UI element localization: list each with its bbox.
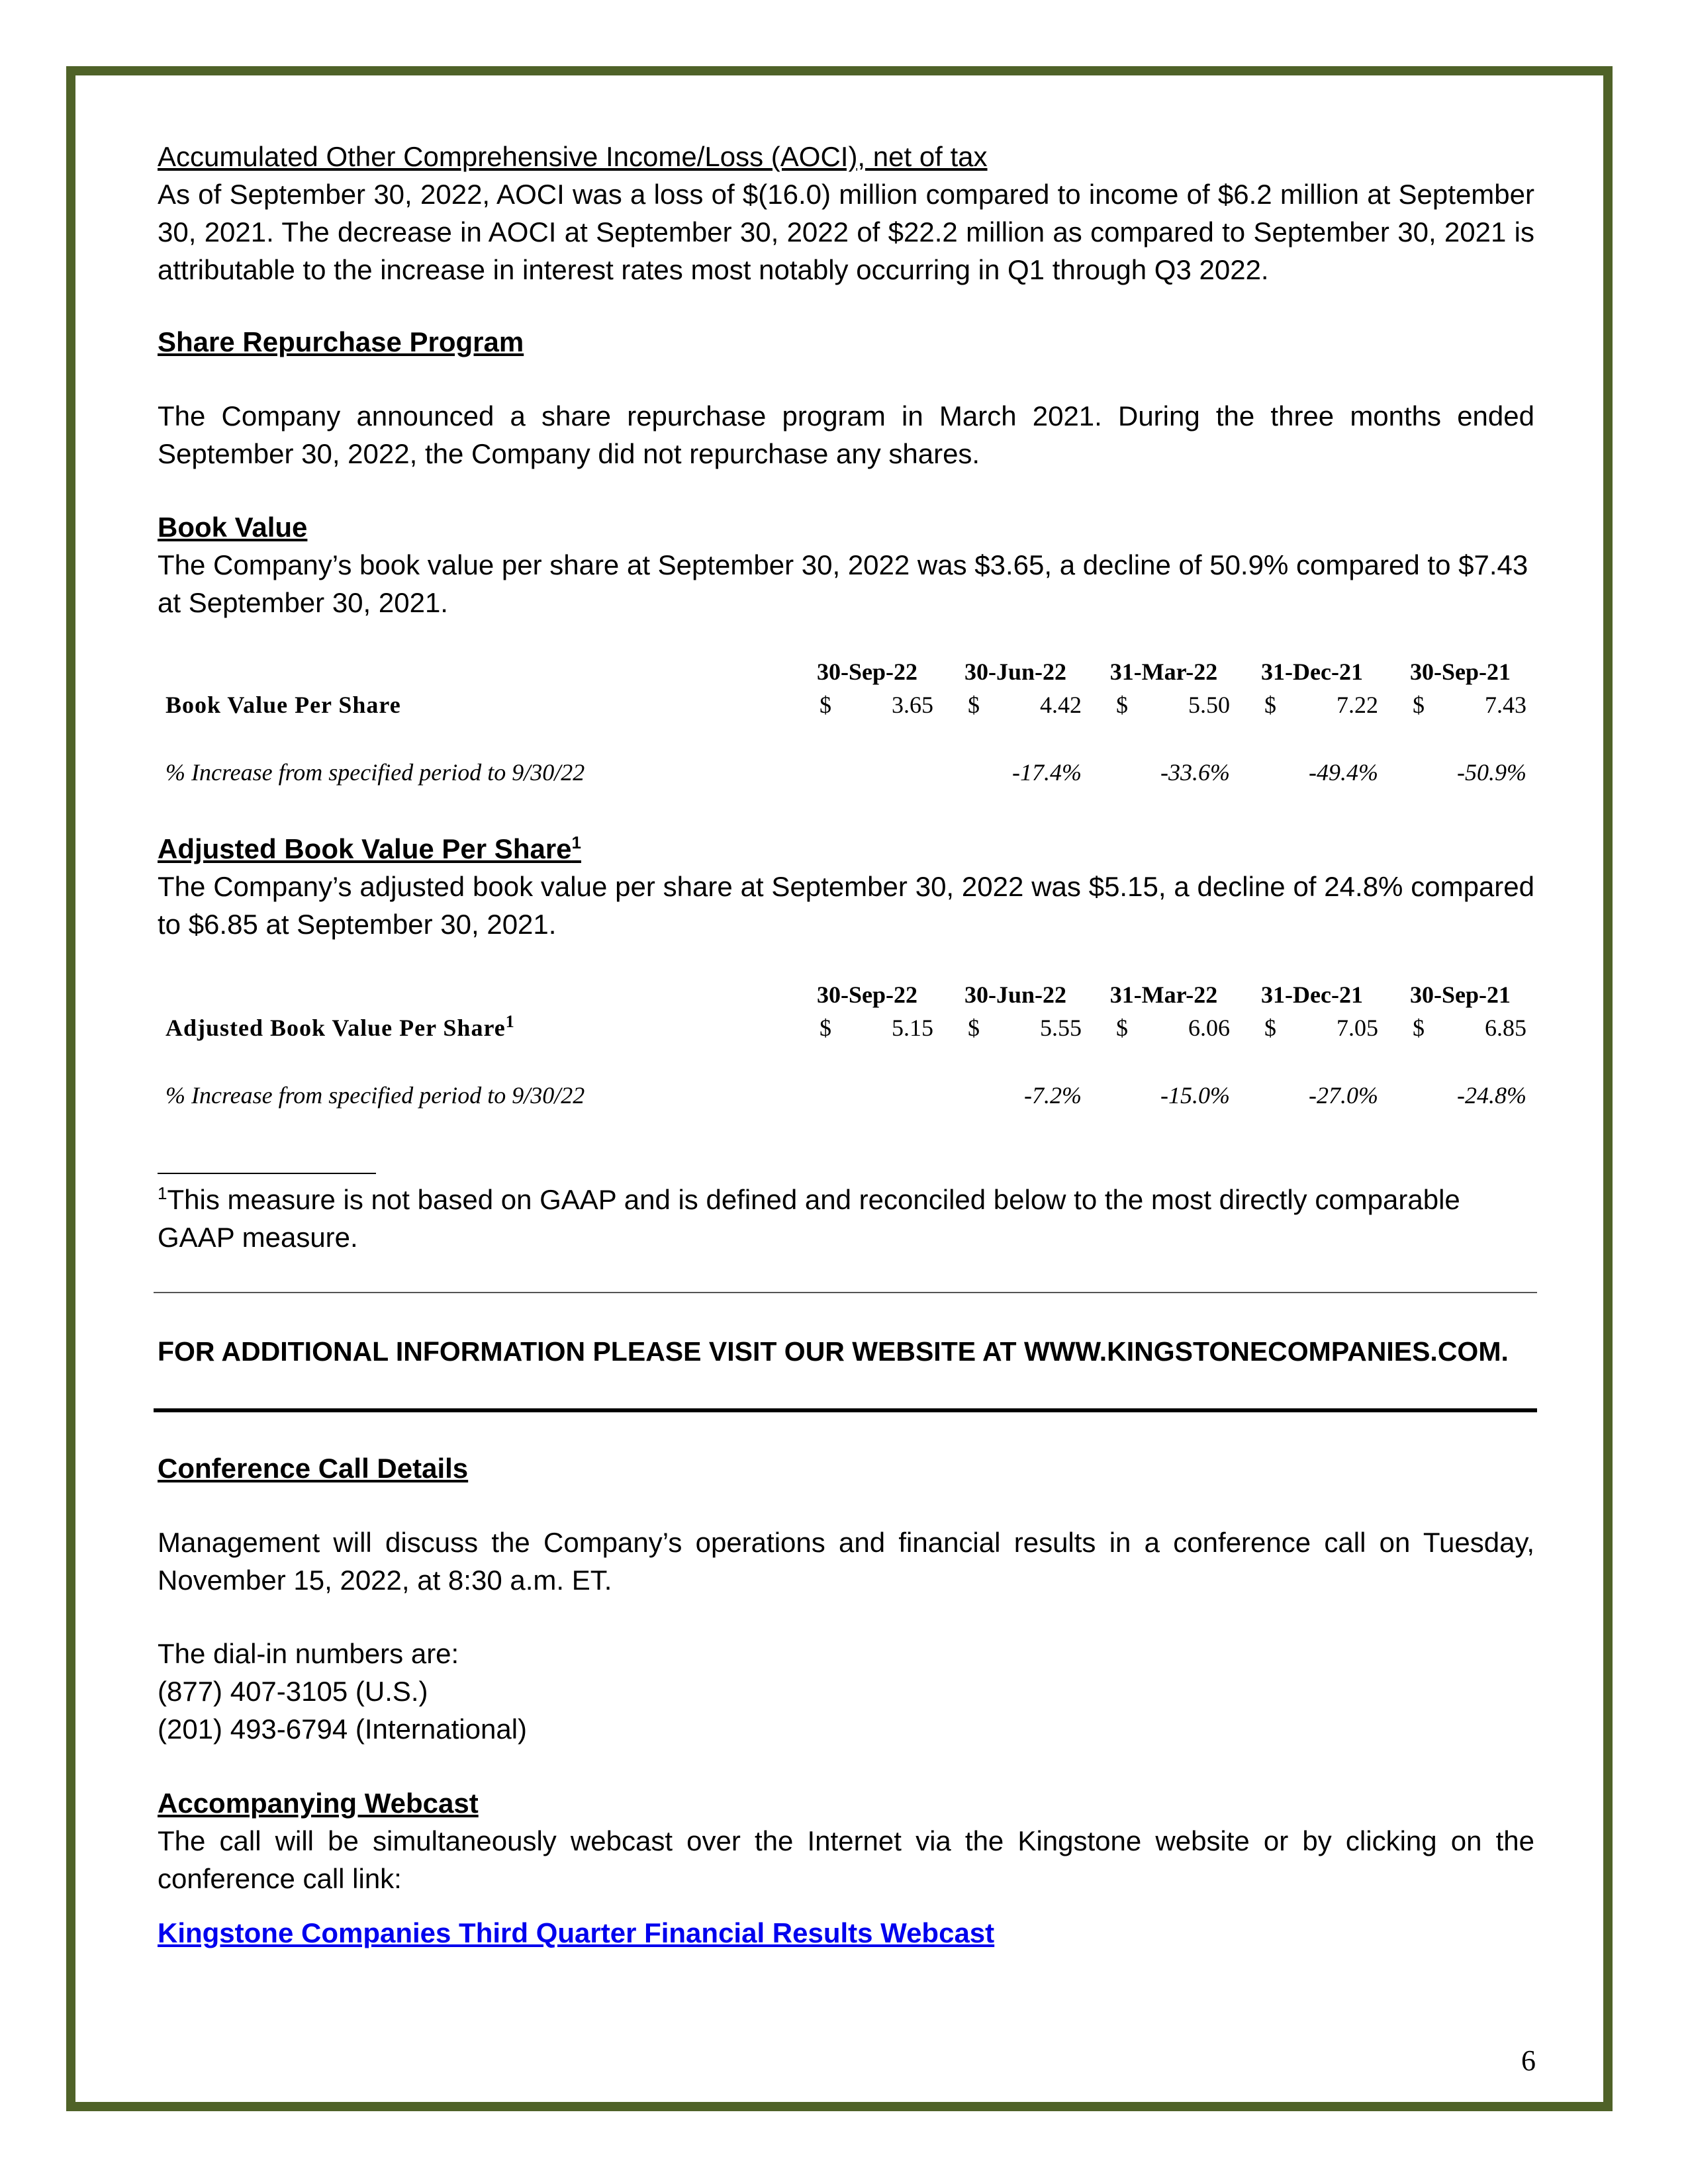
pct-cell (793, 756, 941, 789)
value: 5.15 (892, 1015, 933, 1041)
currency-sign: $ (968, 692, 980, 718)
divider (154, 1292, 1537, 1293)
row-label-text: Adjusted Book Value Per Share (165, 1015, 506, 1041)
value: 6.85 (1485, 1015, 1526, 1041)
period-header: 31-Dec-21 (1261, 981, 1363, 1008)
book-value-section (158, 508, 1534, 621)
value-cell (1090, 1011, 1238, 1044)
currency-sign: $ (968, 1015, 980, 1041)
footnote-text (158, 1181, 1534, 1256)
currency-sign: $ (1264, 1015, 1276, 1041)
footnote-marker: 1 (158, 1183, 167, 1203)
period-header: 31-Mar-22 (1109, 659, 1218, 685)
value: 5.55 (1040, 1015, 1082, 1041)
value-cell (1238, 688, 1386, 721)
row-label (158, 1011, 793, 1044)
period-header: 30-Sep-22 (817, 981, 917, 1008)
value-cell (1090, 688, 1238, 721)
adj-book-value-table (158, 978, 1534, 1112)
value: 7.43 (1485, 692, 1526, 718)
footnote-body: This measure is not based on GAAP and is defined and reconciled below to the most directly comparable GAAP measure. (158, 1184, 1460, 1253)
value: 7.05 (1336, 1015, 1378, 1041)
conference-body-block (158, 1524, 1534, 1599)
adj-pct-row (158, 1079, 1534, 1112)
period-header: 30-Jun-22 (964, 659, 1067, 685)
repurchase-section (158, 323, 1534, 361)
adj-book-value-heading (158, 830, 1534, 868)
book-value-row (158, 688, 1534, 721)
period-header: 30-Sep-21 (1410, 659, 1511, 685)
currency-sign: $ (820, 692, 831, 718)
value: 4.42 (1040, 692, 1082, 718)
aoci-section (158, 138, 1534, 289)
value-cell (941, 688, 1090, 721)
adj-book-value-section (158, 830, 1534, 943)
value-cell (793, 1011, 941, 1044)
page-number: 6 (1521, 2044, 1536, 2077)
pct-cell: -49.4% (1309, 759, 1378, 786)
pct-label: % Increase from specified period to 9/30/22 (165, 1082, 585, 1109)
dial-in-us: (877) 407-3105 (U.S.) (158, 1676, 428, 1707)
adj-book-value-body: The Company’s adjusted book value per share at September 30, 2022 was $5.15, a decline of 24.8% compared to $6.85 at September 30, 2021. (158, 871, 1534, 940)
book-value-table (158, 655, 1534, 789)
book-value-body: The Company’s book value per share at September 30, 2022 was $3.65, a decline of 50.9% compared to $7.43 at September 30, 2021. (158, 549, 1528, 618)
adj-header-row (158, 978, 1534, 1011)
website-notice: FOR ADDITIONAL INFORMATION PLEASE VISIT OUR WEBSITE AT WWW.KINGSTONECOMPANIES.COM. (158, 1336, 1509, 1367)
currency-sign: $ (1413, 692, 1425, 718)
period-header: 30-Sep-22 (817, 659, 917, 685)
currency-sign: $ (1264, 692, 1276, 718)
footnote (158, 1181, 1534, 1256)
currency-sign: $ (1116, 692, 1128, 718)
webcast-section (158, 1784, 1534, 1897)
currency-sign: $ (820, 1015, 831, 1041)
footnote-ref: 1 (505, 1012, 515, 1031)
period-header: 31-Mar-22 (1109, 981, 1218, 1008)
value-cell (1386, 688, 1534, 721)
pct-cell: -24.8% (1457, 1082, 1526, 1109)
pct-cell: -50.9% (1457, 759, 1526, 786)
book-value-header-row (158, 655, 1534, 688)
period-header: 30-Sep-21 (1410, 981, 1511, 1008)
webcast-heading: Accompanying Webcast (158, 1788, 479, 1819)
pct-cell: -27.0% (1309, 1082, 1378, 1109)
footnote-separator (158, 1173, 376, 1174)
conference-section (158, 1449, 1534, 1487)
adj-book-value-row (158, 1011, 1534, 1044)
website-notice-block (158, 1333, 1534, 1371)
value-cell (793, 688, 941, 721)
pct-cell (793, 1079, 941, 1112)
webcast-body: The call will be simultaneously webcast over the Internet via the Kingstone website or by clicking on the conference call link: (158, 1825, 1534, 1894)
currency-sign: $ (1413, 1015, 1425, 1041)
dial-in-block (158, 1635, 1534, 1748)
conference-heading: Conference Call Details (158, 1453, 469, 1484)
webcast-link-block (158, 1914, 1534, 1952)
pct-cell: -33.6% (1160, 759, 1230, 786)
book-value-heading: Book Value (158, 512, 308, 543)
value: 5.50 (1188, 692, 1230, 718)
book-value-pct-row (158, 756, 1534, 789)
value-cell (941, 1011, 1090, 1044)
value-cell (1238, 1011, 1386, 1044)
footnote-ref: 1 (571, 833, 581, 852)
divider-thick (154, 1408, 1537, 1412)
repurchase-body-block (158, 397, 1534, 473)
currency-sign: $ (1116, 1015, 1128, 1041)
value: 3.65 (892, 692, 933, 718)
period-header: 30-Jun-22 (964, 981, 1067, 1008)
adj-heading-text: Adjusted Book Value Per Share (158, 833, 572, 864)
conference-body: Management will discuss the Company’s operations and financial results in a conference call on Tuesday, November 15, 2022, at 8:30 a.m. ET. (158, 1527, 1534, 1596)
pct-cell: -17.4% (1012, 759, 1082, 786)
pct-cell: -15.0% (1160, 1082, 1230, 1109)
webcast-link[interactable]: Kingstone Companies Third Quarter Financial Results Webcast (158, 1917, 995, 1948)
value: 6.06 (1188, 1015, 1230, 1041)
pct-label: % Increase from specified period to 9/30/22 (165, 759, 585, 786)
repurchase-body: The Company announced a share repurchase program in March 2021. During the three months ended September 30, 2022, the Company did not repurchase any shares. (158, 400, 1534, 469)
repurchase-heading: Share Repurchase Program (158, 326, 524, 357)
value: 7.22 (1336, 692, 1378, 718)
row-label: Book Value Per Share (165, 692, 401, 718)
value-cell (1386, 1011, 1534, 1044)
dial-in-international: (201) 493-6794 (International) (158, 1713, 528, 1745)
aoci-body: As of September 30, 2022, AOCI was a loss of $(16.0) million compared to income of $6.2 million at September 30, 2021. The decrease in AOCI at September 30, 2022 of $22.2 million as compared to September 30, 2021 is attributable to the increase in interest rates most notably occurring in Q1 through Q3 2022. (158, 179, 1534, 285)
dial-in-label: The dial-in numbers are: (158, 1638, 459, 1669)
period-header: 31-Dec-21 (1261, 659, 1363, 685)
pct-cell: -7.2% (1024, 1082, 1082, 1109)
aoci-heading: Accumulated Other Comprehensive Income/Loss (AOCI), net of tax (158, 141, 988, 172)
